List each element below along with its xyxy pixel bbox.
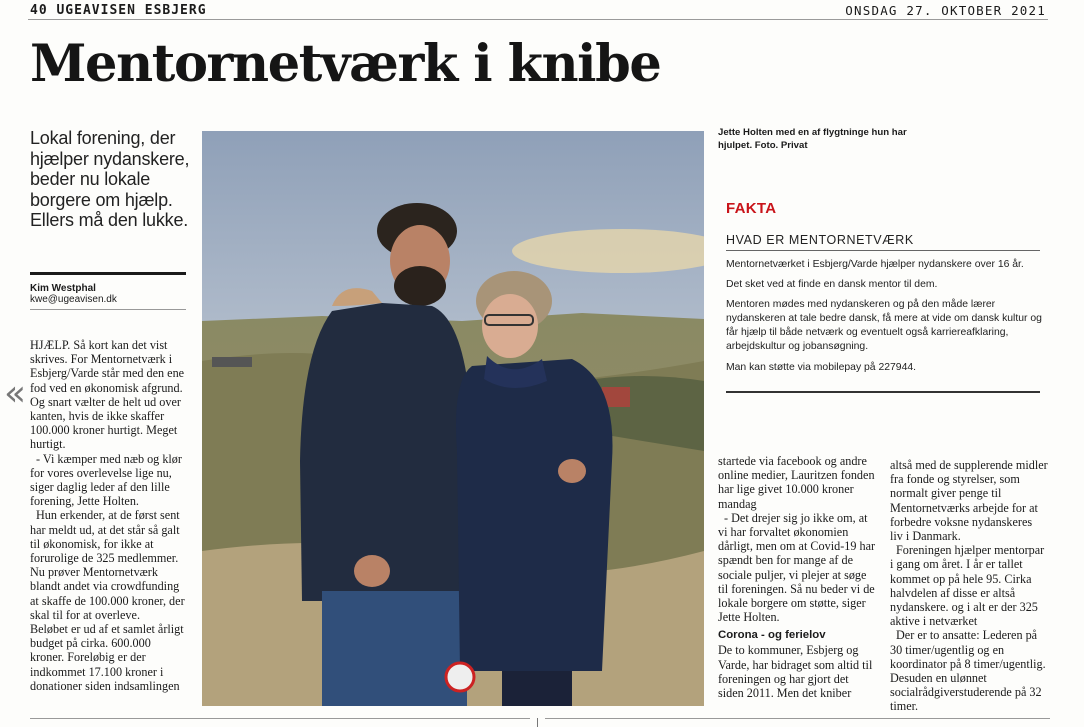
fakta-paragraph: Mentornetværket i Esbjerg/Varde hjælper nydanskere over 16 år. <box>726 259 1024 270</box>
paragraph: - Vi kæmper med næb og klør for vores overlevelse lige nu, siger daglig leder af den lille forening, Jette Holten. <box>30 451 182 509</box>
issue-date: ONSDAG 27. OKTOBER 2021 <box>845 3 1046 18</box>
fakta-title: FAKTA <box>726 200 777 217</box>
section-subhead: Corona - og ferielov <box>718 629 826 642</box>
paragraph: De to kommuner, Esbjerg og Varde, har bidraget som altid til foreningen og har gjort det siden 2011. Men det kniber <box>718 643 873 701</box>
article-headline: Mentornetværk i knibe <box>30 34 661 94</box>
fakta-paragraph: Det sket ved at finde en dansk mentor til dem. <box>726 279 938 291</box>
photo-caption: Jette Holten med en af flygtninge hun har hjulpet. Foto. Privat <box>718 127 907 151</box>
byline-divider-bottom <box>30 309 186 310</box>
header-rule <box>28 19 1048 20</box>
author-email: kwe@ugeavisen.dk <box>30 294 117 305</box>
footer-tick <box>537 718 538 727</box>
article-column-3 <box>718 454 876 700</box>
article-photo <box>202 131 704 706</box>
fakta-divider <box>726 250 1040 251</box>
page-label: 40 UGEAVISEN ESBJERG <box>30 3 207 18</box>
fakta-divider-bottom <box>726 391 1040 393</box>
footer-rule <box>30 718 530 719</box>
article-lead: Lokal forening, der hjælper nydanskere, beder nu lokale borgere om hjælp. Ellers må den lukke. <box>30 128 190 231</box>
paragraph: Der er to ansatte: Lederen på 30 timer/ugentlig og en koordinator på 8 timer/ugentlig. Desuden en ulønnet socialrådgiverstuderende på 32 timer. <box>890 628 1046 714</box>
paragraph: Hun erkender, at de først sent har meldt ud, at det står så galt til økonomisk, for ikke at forurolige de 325 medlemmer. Nu prøver Mentornetværk blandt andet via crowdfunding at skaffe de 100.000 kroner, der skal til for at overleve. <box>30 508 185 622</box>
paragraph: startede via facebook og andre online medier, Lauritzen fonden har lige givet 10.000 kroner mandag <box>718 454 875 511</box>
fakta-paragraph: Mentoren mødes med nydanskeren og på den måde lærer nydanskeren at tale bedre dansk, få mere at vide om dansk kultur og får hjælp til både netværk og eventuelt også karriereafklaring, arbejdskultur og jobansøgning. <box>726 299 1042 353</box>
article-column-1 <box>30 338 188 693</box>
article-column-4 <box>890 458 1048 714</box>
paragraph: Foreningen hjælper mentorpar i gang om året. I år er tallet kommet op på hele 95. Cirka halvdelen af disse er altså nydanskere. og i alt er der 325 aktive i netværket <box>890 543 1045 629</box>
paragraph: Beløbet er ud af et samlet årligt budget på cirka. 600.000 kroner. Foreløbig er der indkommet 17.100 kroner i donationer siden indsamlingen <box>30 622 184 693</box>
paragraph: - Det drejer sig jo ikke om, at vi har forvaltet økonomien dårligt, men om at Covid-19 har spændt ben for mange af de sociale puljer, vi plejer at søge til foreningen. Så nu beder vi de lokale borgere om støtte, siger Jette Holten. <box>718 510 876 625</box>
previous-page-arrow-icon[interactable]: « <box>4 373 27 414</box>
fakta-box <box>726 258 1042 381</box>
byline-divider <box>30 272 186 275</box>
paragraph: HJÆLP. Så kort kan det vist skrives. For Mentornetværk i Esbjerg/Varde står med den ene fod ved en økonomisk afgrund. Og snart vælter de helt ud over kanten, hvis de ikke skaffer 100.000 kroner hurtigt. Meget hurtigt. <box>30 338 185 452</box>
fakta-subtitle: HVAD ER MENTORNETVÆRK <box>726 233 914 247</box>
fakta-paragraph: Man kan støtte via mobilepay på 227944. <box>726 361 917 373</box>
photo-illustration <box>202 131 704 706</box>
footer-rule <box>545 718 1050 719</box>
paragraph: altså med de supplerende midler fra fonde og styrelser, som normalt giver penge til Mentornetværks arbejde for at forbedre voksne nydanskeres liv i Danmark. <box>890 458 1048 544</box>
author-name: Kim Westphal <box>30 283 96 294</box>
